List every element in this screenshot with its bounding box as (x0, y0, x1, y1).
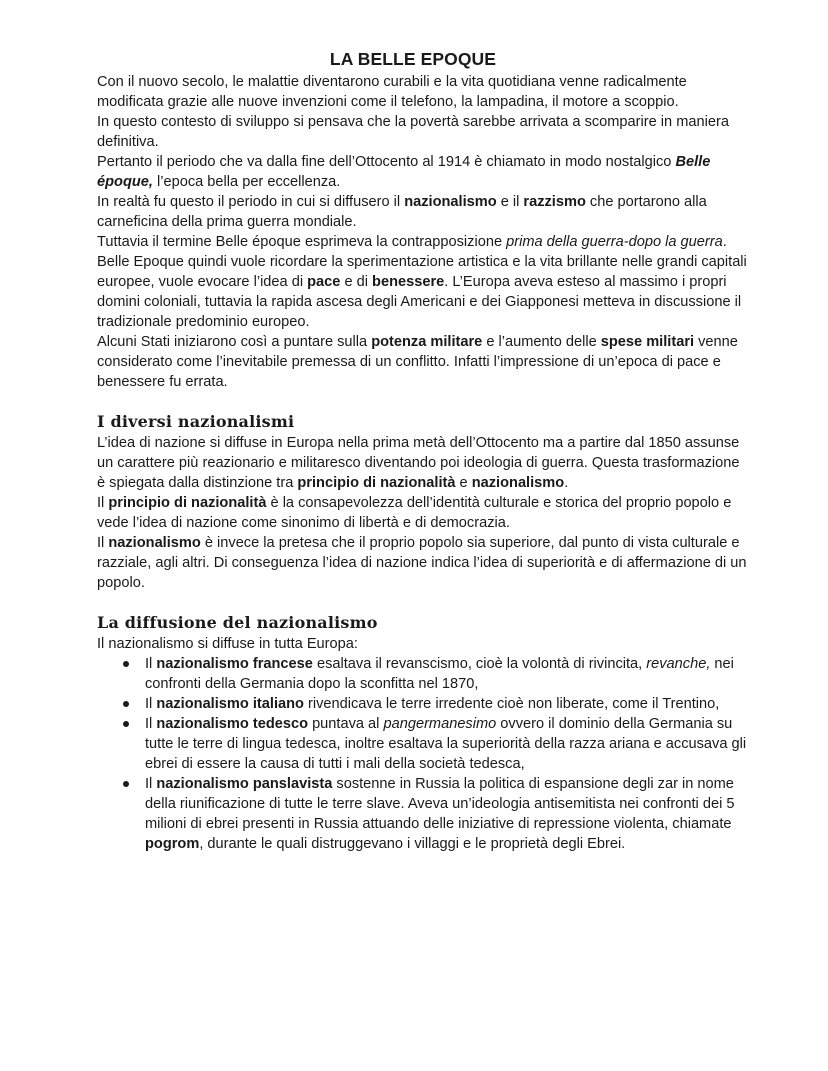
intro-paragraph: Alcuni Stati iniziarono così a puntare sulla potenza militare e l’aumento delle spese militari venne considerato come l’inevitabile premessa di un conflitto. Infatti l’impressione di un’epoca di pace e benessere fu errata. (97, 334, 738, 390)
bullet-icon (123, 781, 129, 787)
list-item-text: Il nazionalismo italiano rivendicava le terre irredente cioè non liberate, come il Trentino, (145, 696, 720, 712)
section-heading: La diffusione del nazionalismo (97, 613, 378, 632)
bullet-icon (123, 661, 129, 667)
list-item (97, 654, 747, 694)
intro-paragraph: Pertanto il periodo che va dalla fine dell’Ottocento al 1914 è chiamato in modo nostalgico Belle époque, l’epoca bella per eccellenza. (97, 154, 711, 190)
list-item-text: Il nazionalismo panslavista sostenne in Russia la politica di espansione degli zar in nome della riunificazione di tutte le terre slave. Aveva un’ideologia antisemitista nei confronti dei 5 milioni di ebrei presenti in Russia attuando delle iniziative di repressione violenta, chiamate pogrom, durante le quali distruggevano i villaggi e le proprietà degli Ebrei. (145, 776, 735, 852)
section-diffusione-nazionalismo (97, 612, 747, 854)
section-paragraph: Il nazionalismo si diffuse in tutta Europa: (97, 636, 358, 652)
intro-paragraph: In questo contesto di sviluppo si pensava che la povertà sarebbe arrivata a scomparire in maniera definitiva. (97, 114, 729, 150)
section-paragraph: Il principio di nazionalità è la consapevolezza dell’identità culturale e storica del proprio popolo e vede l’idea di nazione come sinonimo di libertà e di democrazia. (97, 495, 732, 531)
list-item-text: Il nazionalismo tedesco puntava al pangermanesimo ovvero il dominio della Germania su tutte le terre di lingua tedesca, inoltre esaltava la superiorità della razza ariana e accusava gli ebrei di essere la causa di tutti i mali della società tedesca, (145, 716, 747, 772)
bullet-icon (123, 701, 129, 707)
intro-paragraph: Tuttavia il termine Belle époque esprimeva la contrapposizione prima della guerra-dopo la guerra. Belle Epoque quindi vuole ricordare la sperimentazione artistica e la vita brillante nelle grandi capitali europee, vuole evocare l’idea di pace e di benessere. L’Europa aveva esteso al massimo i propri domini coloniali, tuttavia la rapida ascesa degli Americani e dei Giapponesi metteva in discussione il tradizionale predominio europeo. (97, 234, 747, 330)
intro-paragraph: Con il nuovo secolo, le malattie diventarono curabili e la vita quotidiana venne radicalmente modificata grazie alle nuove invenzioni come il telefono, la lampadina, il motore a scoppio. (97, 74, 687, 110)
section-paragraph: Il nazionalismo è invece la pretesa che il proprio popolo sia superiore, dal punto di vista culturale e razziale, agli altri. Di conseguenza l’idea di nazione indica l’idea di superiorità e di affermazione di un popolo. (97, 535, 747, 591)
section-diversi-nazionalismi (97, 411, 747, 593)
list-item (97, 694, 747, 714)
intro-block (97, 72, 747, 392)
document-page (97, 48, 747, 854)
bullet-list (97, 654, 747, 854)
bullet-icon (123, 721, 129, 727)
section-heading: I diversi nazionalismi (97, 412, 295, 431)
list-item (97, 774, 747, 854)
list-item-text: Il nazionalismo francese esaltava il revanscismo, cioè la volontà di rivincita, revanche, nei confronti della Germania dopo la sconfitta nel 1870, (145, 656, 734, 692)
list-item (97, 714, 747, 774)
section-paragraph: L’idea di nazione si diffuse in Europa nella prima metà dell’Ottocento ma a partire dal 1850 assunse un carattere più reazionario e militaresco diventando poi ideologia di guerra. Questa trasformazione è spiegata dalla distinzione tra principio di nazionalità e nazionalismo. (97, 435, 740, 491)
document-title: LA BELLE EPOQUE (329, 49, 497, 69)
intro-paragraph: In realtà fu questo il periodo in cui si diffusero il nazionalismo e il razzismo che portarono alla carneficina della prima guerra mondiale. (97, 194, 707, 230)
